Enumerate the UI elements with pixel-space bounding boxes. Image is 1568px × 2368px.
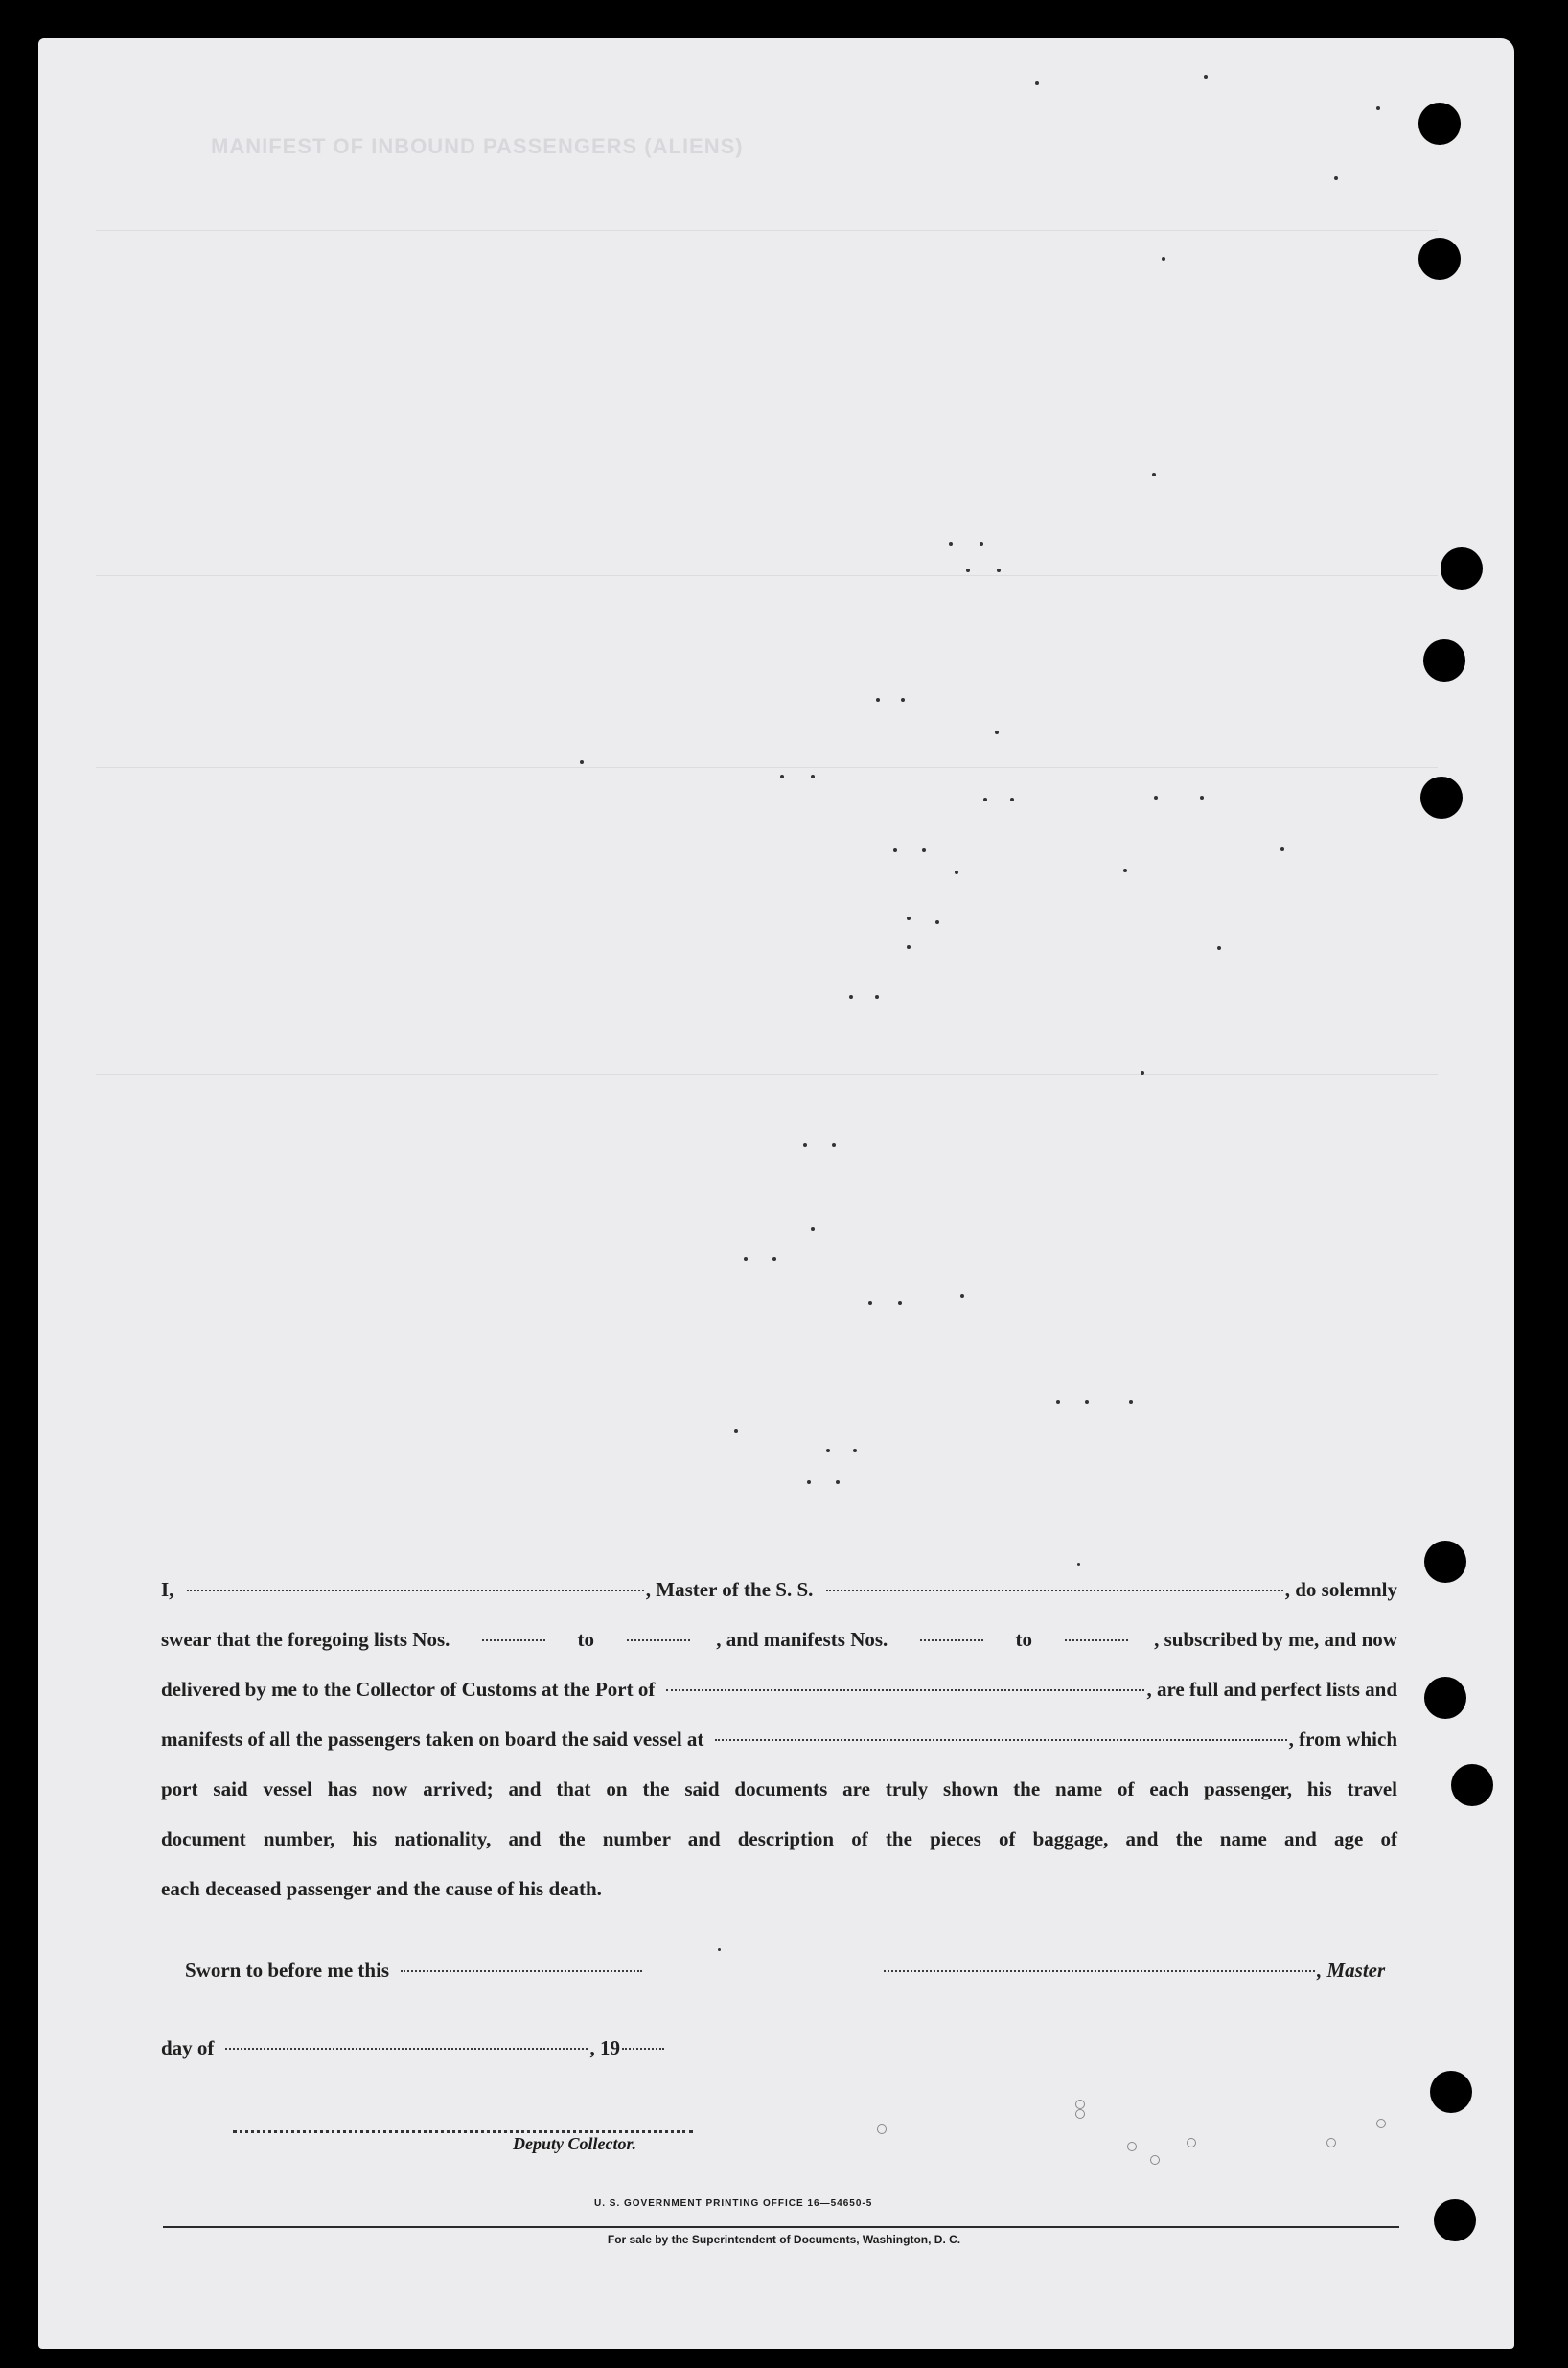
- scan-speck: [955, 871, 958, 874]
- scan-speck: [875, 995, 879, 999]
- scan-speck: [1200, 796, 1204, 800]
- oath-line-3: [161, 1678, 1397, 1702]
- scan-speck: [1204, 75, 1208, 79]
- year-prefix: , 19: [589, 2036, 620, 2059]
- scan-speck: [853, 1449, 857, 1452]
- oath-text: manifests of all the passengers taken on board the said vessel at: [161, 1728, 704, 1751]
- ship-name-field[interactable]: [826, 1590, 1282, 1591]
- day-of-label: day of: [161, 2036, 215, 2059]
- scan-speck: [876, 698, 880, 702]
- oath-line-1: [161, 1578, 1397, 1602]
- gpo-imprint: U. S. GOVERNMENT PRINTING OFFICE 16—54650-5: [594, 2198, 873, 2209]
- bottom-rule: [163, 2226, 1399, 2228]
- oath-text: delivered by me to the Collector of Customs at the Port of: [161, 1678, 656, 1701]
- oath-text: , are full and perfect lists and: [1146, 1678, 1397, 1701]
- scan-speck: [836, 1480, 840, 1484]
- oath-paragraph: [161, 1572, 1397, 1917]
- scan-speck: [832, 1143, 836, 1147]
- oath-text: to: [577, 1628, 595, 1651]
- port-field[interactable]: [666, 1689, 1144, 1691]
- oath-text: to: [1015, 1628, 1032, 1651]
- scan-speck: [807, 1480, 811, 1484]
- form-sheet: [38, 38, 1514, 2349]
- scan-speck: [997, 569, 1001, 572]
- embarkation-port-field[interactable]: [715, 1739, 1286, 1741]
- punch-hole: [1451, 1764, 1493, 1806]
- scan-speck: [1077, 1563, 1080, 1566]
- scan-speck: [1334, 176, 1338, 180]
- scan-speck: [893, 848, 897, 852]
- year-field[interactable]: [622, 2048, 664, 2050]
- scan-speck: [907, 945, 911, 949]
- scan-speck: [780, 775, 784, 778]
- sworn-label: Sworn to before me this: [185, 1959, 390, 1982]
- day-of-line: [161, 2036, 666, 2060]
- oath-line-7: each deceased passenger and the cause of his death.: [161, 1877, 602, 1900]
- scan-speck: [1162, 257, 1165, 261]
- oath-line-5: port said vessel has now arrived; and that on the said documents are truly shown the name of each passenger, his travel: [161, 1777, 1397, 1800]
- month-field[interactable]: [225, 2048, 588, 2050]
- oath-text: I,: [161, 1578, 174, 1601]
- punch-hole: [1418, 238, 1461, 280]
- punch-hole: [1420, 777, 1463, 819]
- sale-footer: For sale by the Superintendent of Documents, Washington, D. C.: [607, 2233, 961, 2246]
- scan-speck: [1123, 869, 1127, 872]
- scan-ring: [1075, 2109, 1085, 2119]
- scan-speck: [901, 698, 905, 702]
- manifest-from-field[interactable]: [920, 1639, 983, 1641]
- oath-text: , Master of the S. S.: [645, 1578, 814, 1601]
- scan-speck: [966, 569, 970, 572]
- faint-rule: [96, 1074, 1438, 1075]
- scan-speck: [1217, 946, 1221, 950]
- scan-speck: [803, 1143, 807, 1147]
- oath-text: , subscribed by me, and now: [1154, 1628, 1397, 1651]
- scan-ring: [1326, 2138, 1336, 2147]
- scan-ring: [1187, 2138, 1196, 2147]
- punch-hole: [1441, 547, 1483, 590]
- sworn-date-field[interactable]: [401, 1970, 642, 1972]
- scan-speck: [718, 1948, 721, 1951]
- scan-speck: [983, 798, 987, 801]
- scan-speck: [811, 775, 815, 778]
- oath-line-6: document number, his nationality, and the number and description of the pieces of baggage, and the name and age of: [161, 1827, 1397, 1850]
- oath-line-2: [161, 1628, 1397, 1652]
- scan-speck: [734, 1429, 738, 1433]
- scan-speck: [1141, 1071, 1144, 1075]
- scan-speck: [1129, 1400, 1133, 1404]
- manifest-to-field[interactable]: [1065, 1639, 1128, 1641]
- scan-speck: [949, 542, 953, 546]
- oath-text: swear that the foregoing lists Nos.: [161, 1628, 450, 1651]
- scan-speck: [580, 760, 584, 764]
- scan-speck: [1010, 798, 1014, 801]
- list-from-field[interactable]: [482, 1639, 545, 1641]
- scan-speck: [1035, 81, 1039, 85]
- scan-speck: [849, 995, 853, 999]
- punch-hole: [1424, 1677, 1466, 1719]
- punch-hole: [1430, 2071, 1472, 2113]
- scan-speck: [744, 1257, 748, 1261]
- faint-rule: [96, 767, 1438, 768]
- faint-rule: [96, 575, 1438, 576]
- scan-speck: [1056, 1400, 1060, 1404]
- scan-speck: [1152, 473, 1156, 476]
- oath-text: , from which: [1288, 1728, 1397, 1751]
- scan-speck: [898, 1301, 902, 1305]
- punch-hole: [1418, 103, 1461, 145]
- scan-ring: [1127, 2142, 1137, 2151]
- scan-speck: [1280, 847, 1284, 851]
- scan-speck: [1154, 796, 1158, 800]
- punch-hole: [1424, 1541, 1466, 1583]
- sworn-line: [185, 1959, 644, 1983]
- scan-speck: [922, 848, 926, 852]
- oath-line-4: [161, 1728, 1397, 1752]
- master-label: , Master: [1317, 1959, 1386, 1982]
- punch-hole: [1423, 639, 1465, 682]
- scan-speck: [1085, 1400, 1089, 1404]
- oath-text: , and manifests Nos.: [716, 1628, 888, 1651]
- deputy-collector-label: Deputy Collector.: [513, 2134, 636, 2153]
- deputy-signature-field[interactable]: [233, 2130, 693, 2133]
- scan-speck: [995, 731, 999, 734]
- list-to-field[interactable]: [627, 1639, 690, 1641]
- scan-ring: [1150, 2155, 1160, 2165]
- scan-speck: [772, 1257, 776, 1261]
- scan-ring: [1376, 2119, 1386, 2128]
- scan-speck: [935, 920, 939, 924]
- scan-speck: [811, 1227, 815, 1231]
- faint-rule: [96, 230, 1438, 231]
- scan-speck: [960, 1294, 964, 1298]
- scan-speck: [868, 1301, 872, 1305]
- scan-speck: [980, 542, 983, 546]
- scan-ring: [1075, 2100, 1085, 2109]
- scan-speck: [1376, 106, 1380, 110]
- master-signature-field[interactable]: [884, 1970, 1315, 1972]
- ghost-title: MANIFEST OF INBOUND PASSENGERS (ALIENS): [211, 134, 744, 158]
- scan-ring: [877, 2124, 887, 2134]
- master-signature-line: [882, 1959, 1385, 1983]
- oath-text: , do solemnly: [1284, 1578, 1398, 1601]
- scan-speck: [907, 917, 911, 920]
- master-name-field[interactable]: [187, 1590, 643, 1591]
- scan-speck: [826, 1449, 830, 1452]
